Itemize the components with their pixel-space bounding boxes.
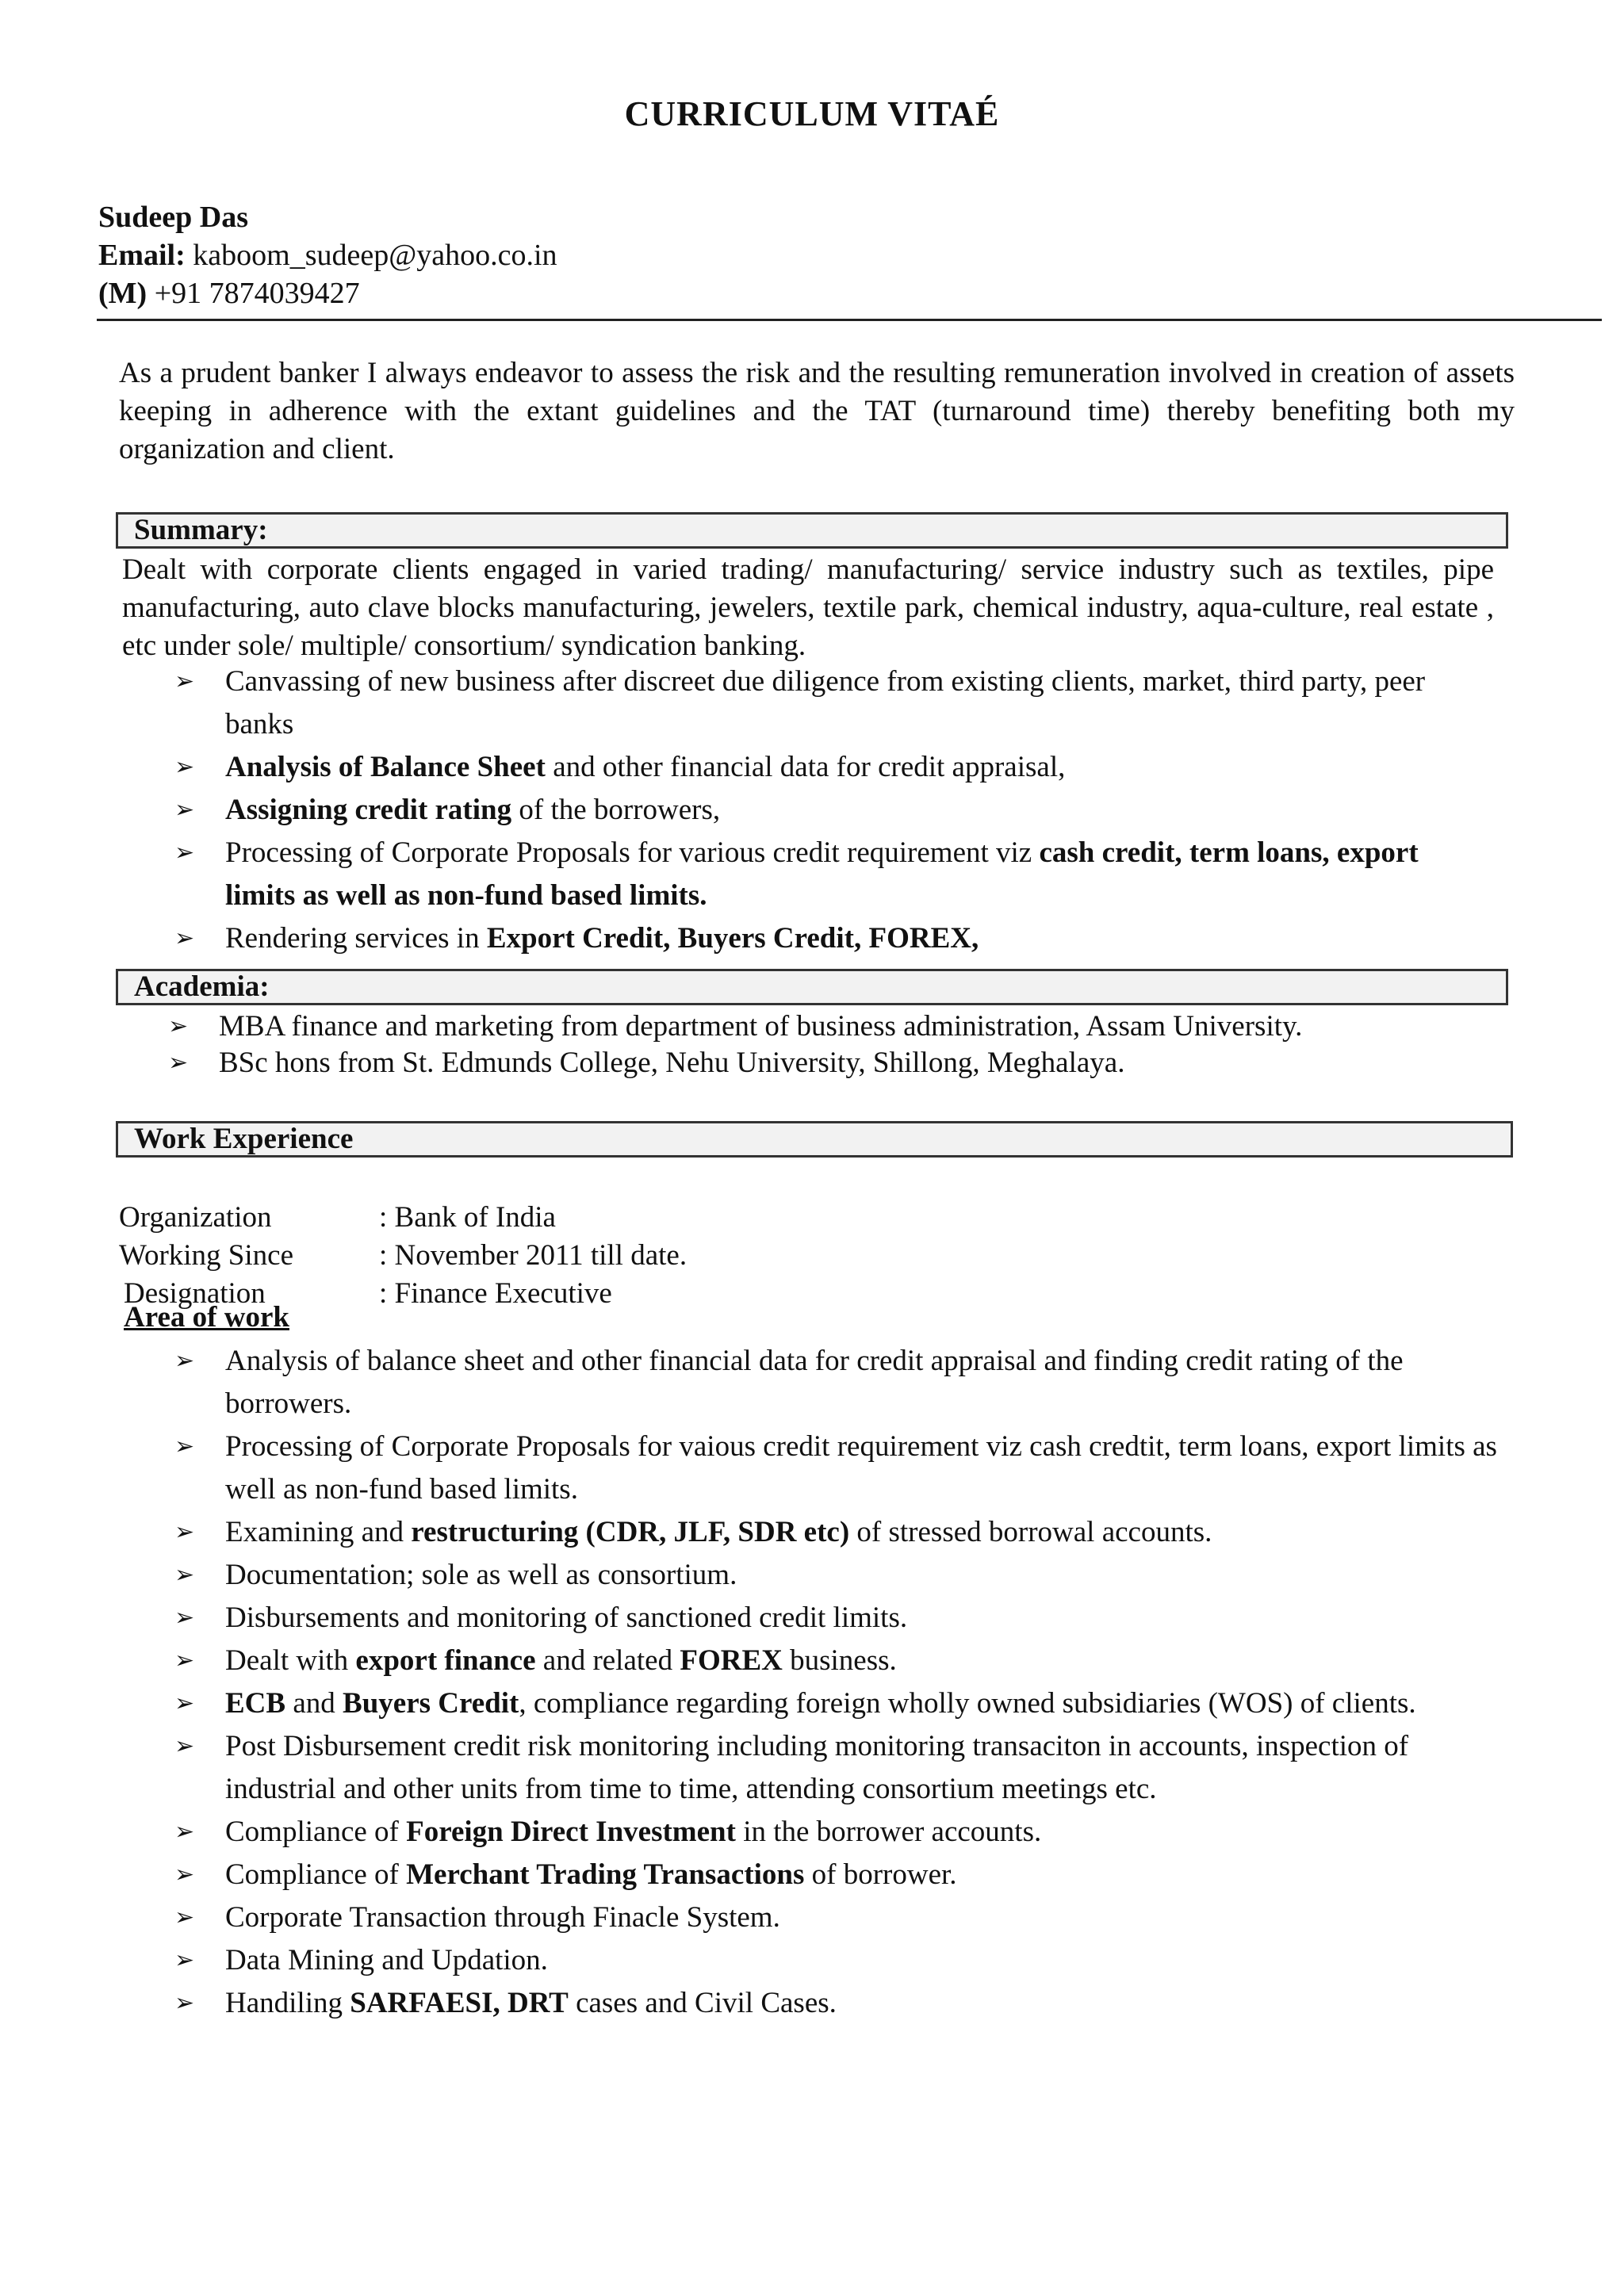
list-item: ➢ Data Mining and Updation.	[174, 1939, 1500, 1982]
arrow-bullet-icon: ➢	[168, 1012, 189, 1040]
list-item: ➢ Processing of Corporate Proposals for vaious credit requirement viz cash credtit, term loans, export limits as well as non-fund based limits.	[174, 1425, 1500, 1511]
header-divider	[97, 319, 1602, 321]
list-item: ➢ Analysis of balance sheet and other financial data for credit appraisal and finding credit rating of the borrowers.	[174, 1340, 1500, 1425]
email-value: kaboom_sudeep@yahoo.co.in	[193, 239, 557, 272]
mobile-value: +91 7874039427	[154, 277, 360, 310]
list-item: ➢ Analysis of Balance Sheet and other financial data for credit appraisal,	[174, 746, 1491, 789]
arrow-bullet-icon: ➢	[174, 668, 195, 695]
list-item: ➢ Examining and restructuring (CDR, JLF, SDR etc) of stressed borrowal accounts.	[174, 1511, 1500, 1554]
arrow-bullet-icon: ➢	[174, 1989, 195, 2017]
list-item: ➢ Rendering services in Export Credit, Buyers Credit, FOREX,	[174, 917, 1491, 960]
list-item: ➢ Handiling SARFAESI, DRT cases and Civil Cases.	[174, 1982, 1500, 2025]
arrow-bullet-icon: ➢	[174, 924, 195, 952]
designation-value: : Finance Executive	[379, 1277, 612, 1310]
summary-bullet-list	[174, 660, 1491, 960]
arrow-bullet-icon: ➢	[174, 1946, 195, 1974]
arrow-bullet-icon: ➢	[174, 1433, 195, 1460]
arrow-bullet-icon: ➢	[174, 1604, 195, 1632]
list-item: ➢ ECB and Buyers Credit, compliance regarding foreign wholly owned subsidiaries (WOS) of clients.	[174, 1682, 1500, 1725]
arrow-bullet-icon: ➢	[174, 1732, 195, 1760]
mobile-line	[98, 274, 557, 312]
arrow-bullet-icon: ➢	[174, 1518, 195, 1546]
candidate-name: Sudeep Das	[98, 201, 248, 234]
working-since-label: Working Since	[119, 1239, 294, 1272]
email-line	[98, 236, 557, 274]
list-item: ➢ Compliance of Foreign Direct Investment in the borrower accounts.	[174, 1811, 1500, 1854]
designation-label: Designation	[124, 1277, 266, 1310]
objective-paragraph: As a prudent banker I always endeavor to assess the risk and the resulting remuneration involved in creation of assets keeping in adherence with the extant guidelines and the TAT (turnaround time) thereby benefiting both my organization and client.	[119, 357, 1515, 465]
organization-label: Organization	[119, 1201, 272, 1234]
mobile-label: (M)	[98, 277, 147, 310]
list-item: ➢ Corporate Transaction through Finacle System.	[174, 1896, 1500, 1939]
working-since-value: : November 2011 till date.	[379, 1239, 688, 1272]
arrow-bullet-icon: ➢	[174, 796, 195, 824]
list-item: ➢ Assigning credit rating of the borrowers,	[174, 789, 1491, 832]
organization-value: : Bank of India	[379, 1201, 556, 1234]
list-item: ➢ Documentation; sole as well as consortium.	[174, 1554, 1500, 1597]
list-item: ➢ Dealt with export finance and related FOREX business.	[174, 1640, 1500, 1682]
arrow-bullet-icon: ➢	[168, 1049, 189, 1077]
academia-list	[168, 1008, 1516, 1081]
email-label: Email:	[98, 239, 186, 272]
academia-heading: Academia:	[116, 969, 1508, 1005]
work-experience-heading: Work Experience	[116, 1121, 1513, 1158]
area-of-work-list	[174, 1340, 1500, 2025]
list-item: ➢ BSc hons from St. Edmunds College, Nehu University, Shillong, Meghalaya.	[168, 1045, 1516, 1081]
contact-block	[98, 198, 557, 312]
arrow-bullet-icon: ➢	[174, 1689, 195, 1717]
list-item: ➢ Disbursements and monitoring of sanctioned credit limits.	[174, 1597, 1500, 1640]
list-item: ➢ Canvassing of new business after discreet due diligence from existing clients, market, third party, peer banks	[174, 660, 1491, 746]
summary-heading: Summary:	[116, 512, 1508, 549]
summary-paragraph: Dealt with corporate clients engaged in varied trading/ manufacturing/ service industry such as textiles, pipe manufacturing, auto clave blocks manufacturing, jewelers, textile park, chemical industry, aqua-culture, real estate , etc under sole/ multiple/ consortium/ syndication banking.	[122, 553, 1494, 662]
document-title: CURRICULUM VITAÉ	[624, 94, 1000, 133]
area-of-work-heading: Area of work	[124, 1301, 289, 1334]
arrow-bullet-icon: ➢	[174, 1347, 195, 1375]
list-item: ➢ Processing of Corporate Proposals for various credit requirement viz cash credit, term loans, export limits as well as non-fund based limits.	[174, 832, 1491, 917]
arrow-bullet-icon: ➢	[174, 1818, 195, 1846]
arrow-bullet-icon: ➢	[174, 1561, 195, 1589]
arrow-bullet-icon: ➢	[174, 839, 195, 867]
arrow-bullet-icon: ➢	[174, 1904, 195, 1931]
arrow-bullet-icon: ➢	[174, 1861, 195, 1888]
list-item: ➢ MBA finance and marketing from department of business administration, Assam University.	[168, 1008, 1516, 1045]
list-item: ➢ Post Disbursement credit risk monitoring including monitoring transaciton in accounts, inspection of industrial and other units from time to time, attending consortium meetings etc.	[174, 1725, 1500, 1811]
arrow-bullet-icon: ➢	[174, 1647, 195, 1674]
arrow-bullet-icon: ➢	[174, 753, 195, 781]
list-item: ➢ Compliance of Merchant Trading Transactions of borrower.	[174, 1854, 1500, 1896]
